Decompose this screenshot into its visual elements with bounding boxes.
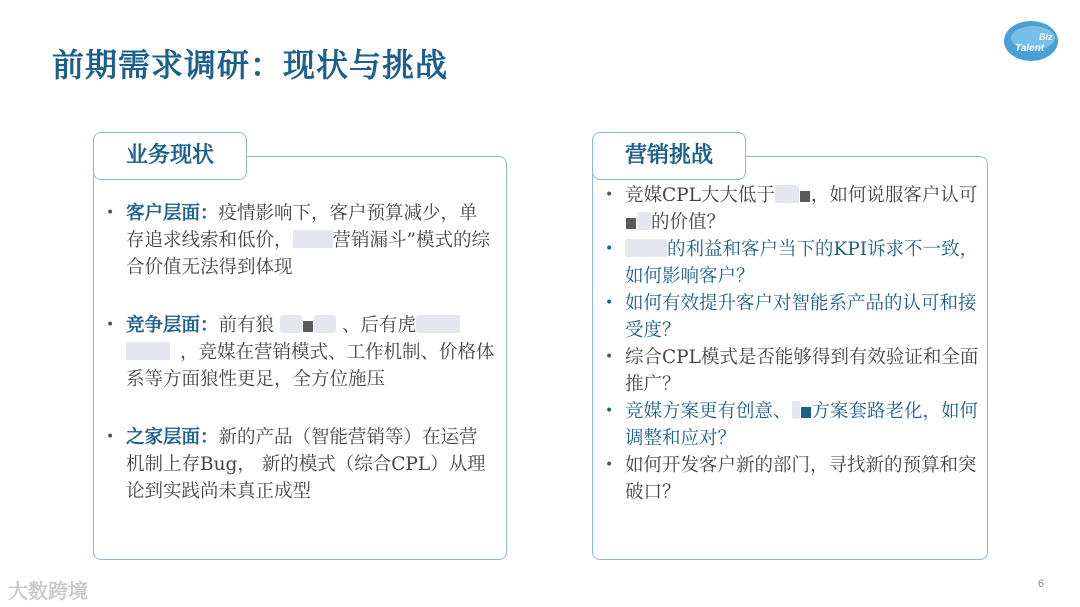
item-text: 如何有效提升客户对智能系产品的认可和接受度？	[625, 293, 977, 341]
page-title: 前期需求调研：现状与挑战	[52, 46, 449, 84]
list-item-home	[104, 424, 496, 505]
list-item-customer	[104, 200, 496, 281]
redacted-mark	[303, 321, 313, 332]
redacted-mark	[801, 407, 811, 418]
marketing-challenge-list	[603, 182, 981, 506]
item-text: 方案套路老化，如何调整和应对？	[625, 401, 979, 449]
list-item	[603, 344, 981, 398]
item-text: 前有狼	[218, 315, 275, 336]
redacted-mark	[625, 239, 667, 257]
list-item	[603, 182, 981, 236]
item-text: 、后有虎	[342, 315, 417, 336]
item-text: ，竞媒在营销模式、工作机制、价格体系等方面狼性更足，全方位施压	[126, 342, 495, 390]
item-text: 综合CPL模式是否能够得到有效验证和全面推广？	[625, 347, 979, 395]
business-status-list	[104, 200, 496, 536]
redacted-mark	[416, 315, 460, 333]
redacted-mark	[800, 191, 810, 202]
redacted-mark	[293, 230, 333, 248]
item-text: 的价值？	[651, 212, 726, 233]
list-item	[603, 398, 981, 452]
watermark: 大数跨境	[8, 579, 88, 603]
redacted-mark	[792, 401, 800, 419]
list-item-competition	[104, 312, 496, 393]
tab-business-status: 业务现状	[93, 132, 247, 180]
list-item	[603, 452, 981, 506]
biztalent-logo	[1003, 18, 1059, 64]
logo-text-2: Talent	[1015, 43, 1045, 54]
page-number: 6	[1038, 578, 1045, 590]
tab-marketing-challenge: 营销挑战	[592, 132, 746, 180]
redacted-mark	[126, 342, 170, 360]
item-text: 如何开发客户新的部门，寻找新的预算和突破口？	[625, 455, 977, 503]
item-text: 新的产品（智能营销等）在运营机制上存Bug， 新的模式（综合CPL）从理论到实践尚未真正成型	[126, 427, 486, 502]
item-text: 营销漏斗”模式的综合价值无法得到体现	[126, 230, 490, 278]
redacted-mark	[637, 212, 651, 230]
item-text: 疫情影响下，客户预算减少，单存追求线索和低价，	[126, 203, 478, 251]
redacted-mark	[775, 185, 799, 203]
item-text: 竞媒方案更有创意、	[625, 401, 792, 422]
item-heading: 客户层面：	[126, 203, 219, 224]
item-heading: 竞争层面：	[126, 315, 219, 336]
redacted-mark	[280, 315, 302, 333]
item-text: ，如何说服客户认可	[810, 185, 978, 206]
redacted-mark	[626, 218, 636, 229]
list-item	[603, 236, 981, 290]
item-heading: 之家层面：	[126, 427, 219, 448]
logo-text-1: Biz	[1039, 32, 1053, 42]
list-item	[603, 290, 981, 344]
redacted-mark	[314, 315, 336, 333]
item-text: 的利益和客户当下的KPI诉求不一致，如何影响客户？	[625, 239, 979, 287]
item-text: 竞媒CPL大大低于	[625, 185, 775, 206]
